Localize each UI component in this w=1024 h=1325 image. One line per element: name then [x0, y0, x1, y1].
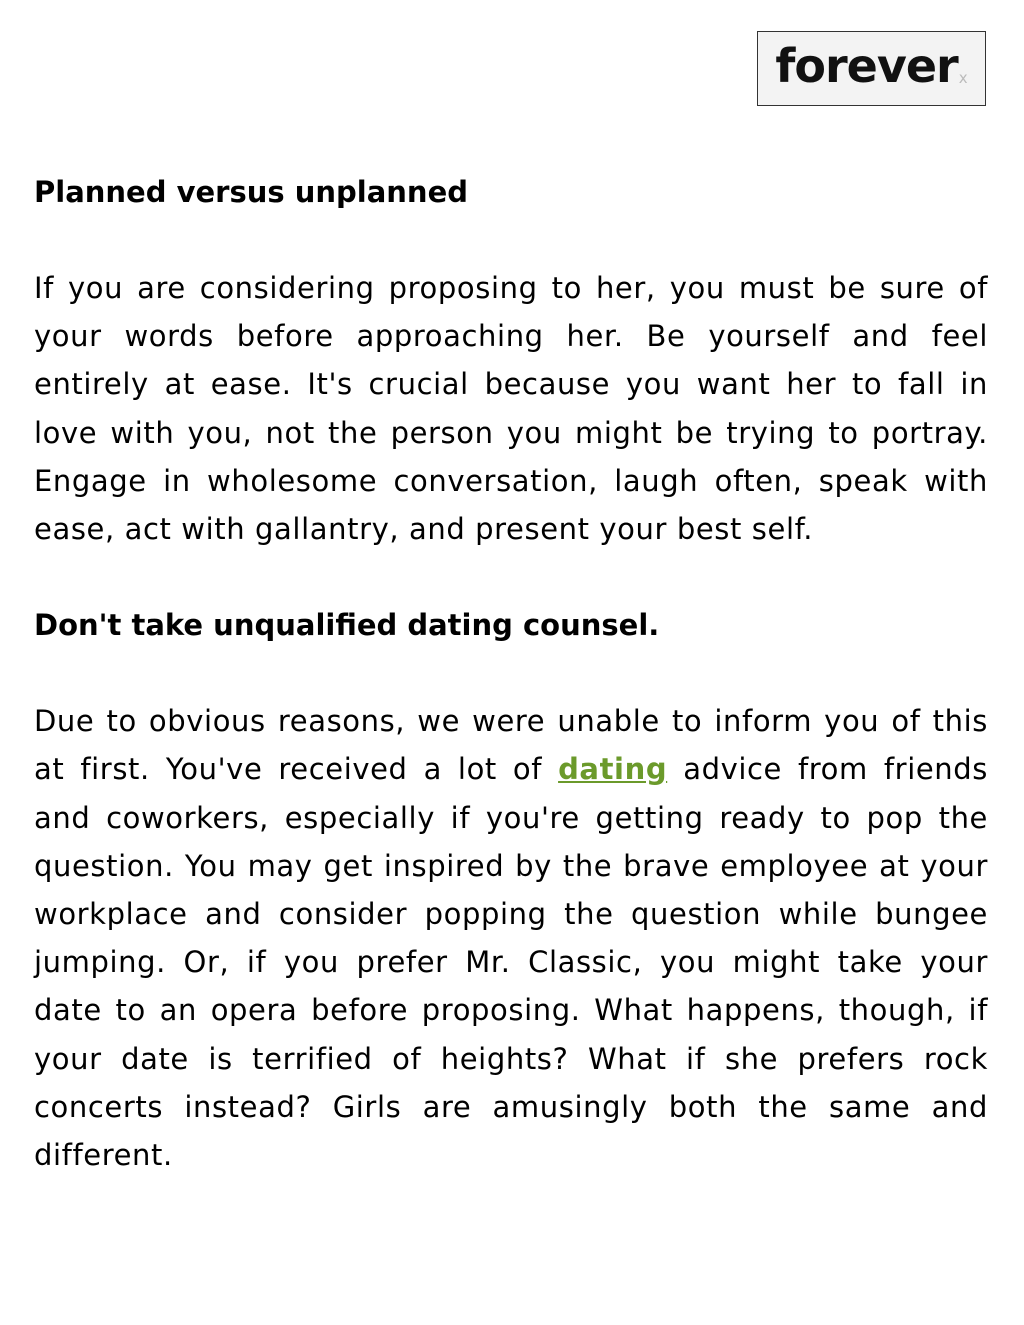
dating-link[interactable]: dating [558, 752, 668, 787]
spacer [34, 216, 988, 264]
section-heading-counsel: Don't take unqualified dating counsel. [34, 608, 660, 643]
paragraph-advice-start: Due to obvious reasons, we were unable to inform you of this at first. You've received a lot of [34, 704, 988, 787]
paragraph-proposing: If you are considering proposing to her, you must be sure of your words before approaching her. Be yourself and feel entirely at ease. It's crucial because you want her to fall in love with you, not the person you might be trying to portray. Engage in wholesome conversation, laugh often, speak with ease, act with gallantry, and present your best self. [34, 271, 988, 547]
spacer [34, 553, 988, 601]
forever-logo[interactable] [757, 31, 986, 106]
article-body [34, 168, 988, 1179]
paragraph-advice [34, 697, 988, 1179]
logo-close-mark: x [958, 69, 968, 87]
spacer [34, 649, 988, 697]
section-heading-planned: Planned versus unplanned [34, 175, 468, 209]
logo-wordmark: forever [775, 38, 958, 93]
paragraph-advice-end: advice from friends and coworkers, especially if you're getting ready to pop the question. You may get inspired by the brave employee at your workplace and consider popping the question while bungee jumping. Or, if you prefer Mr. Classic, you might take your date to an opera before proposing. What happens, though, if your date is terrified of heights? What if she prefers rock concerts instead? Girls are amusingly both the same and different. [34, 752, 988, 1173]
